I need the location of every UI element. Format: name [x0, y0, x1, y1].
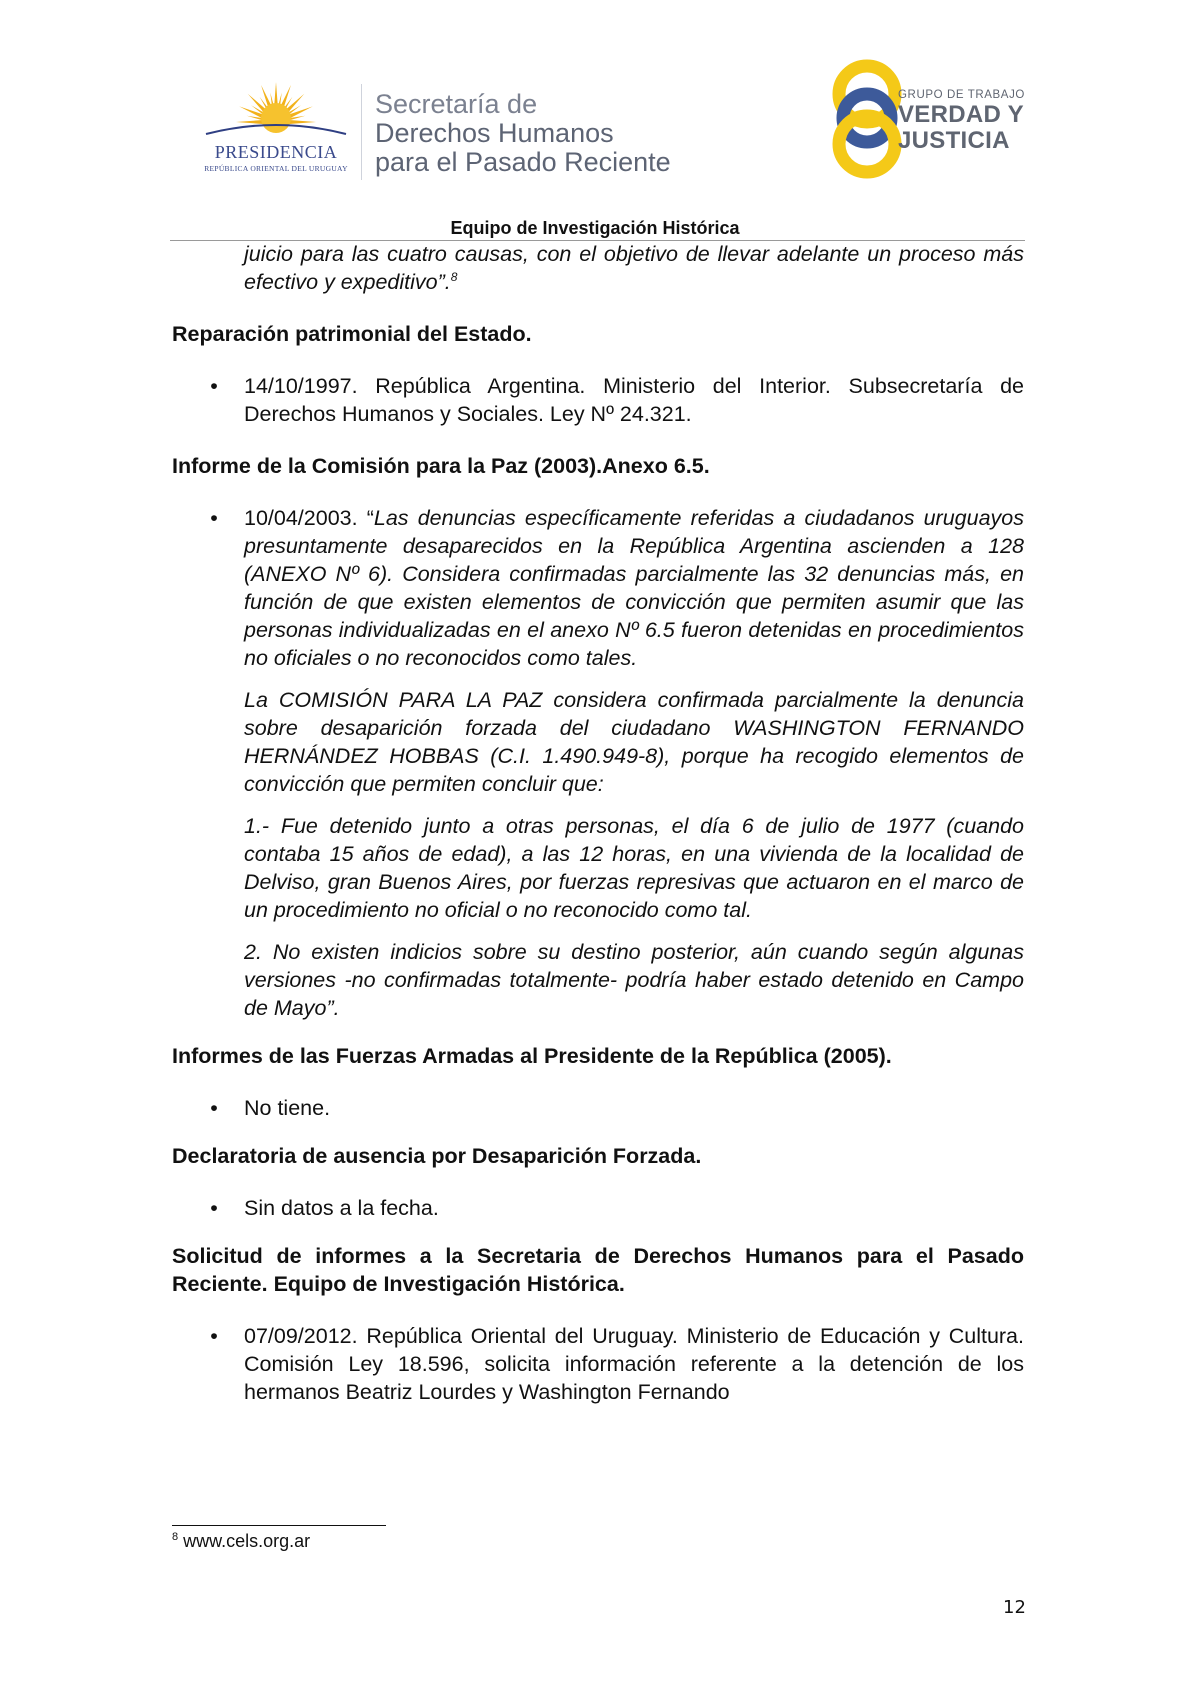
list-item: [210, 504, 1024, 672]
quote-paragraph: 1.- Fue detenido junto a otras personas, el día 6 de julio de 1977 (cuando contaba 15 años de edad), a las 12 horas, en una vivienda de la localidad de Delviso, gran Buenos Aires, por fuerzas represivas que actuaron en el marco de un procedimiento no oficial o no reconocido como tal.: [244, 814, 1024, 922]
list-item-text: No tiene.: [244, 1096, 331, 1120]
presidencia-logo: [196, 80, 356, 180]
intro-quote: [244, 240, 1024, 296]
secretaria-line-2: Derechos Humanos: [375, 118, 614, 148]
list-item-text: Sin datos a la fecha.: [244, 1196, 439, 1220]
list-item-quote: Las denuncias específicamente referidas a ciudadanos uruguayos presuntamente desaparecidos en la República Argentina ascienden a 128 (ANEXO Nº 6). Considera confirmadas parcialmente las 32 denuncias más, en función de que existen elementos de convicción que permiten asumir que las personas individualizadas en el anexo Nº 6.5 fueron detenidas en procedimientos no oficiales o no reconocidos como tales.: [244, 506, 1024, 670]
document-body: [172, 240, 1024, 1406]
bullet-icon: •: [210, 1196, 218, 1220]
secretaria-line-1: Secretaría de: [375, 89, 538, 119]
quote-paragraph: La COMISIÓN PARA LA PAZ considera confirmada parcialmente la denuncia sobre desaparición forzada del ciudadano WASHINGTON FERNANDO HERNÁNDEZ HOBBAS (C.I. 1.490.949-8), porque ha recogido elementos de convicción que permiten concluir que:: [244, 688, 1024, 796]
list-item-text: 14/10/1997. República Argentina. Ministerio del Interior. Subsecretaría de Derechos Humanos y Sociales. Ley Nº 24.321.: [244, 374, 1024, 426]
header-section-label: Equipo de Investigación Histórica: [450, 218, 740, 238]
footnote: [172, 1531, 310, 1552]
footnote-rule: [172, 1525, 386, 1526]
bullet-icon: •: [210, 374, 218, 398]
gtvj-small-label: GRUPO DE TRABAJO: [898, 89, 1025, 101]
page-number: 12: [1003, 1597, 1026, 1618]
quote-paragraph: 2. No existen indicios sobre su destino posterior, aún cuando según algunas versiones -no confirmadas totalmente- podría haber estado detenido en Campo de Mayo”.: [244, 940, 1024, 1020]
section-heading: Reparación patrimonial del Estado.: [172, 322, 532, 346]
sun-of-may-icon: [196, 80, 356, 144]
section-heading: Informe de la Comisión para la Paz (2003).Anexo 6.5.: [172, 454, 710, 478]
presidencia-title: PRESIDENCIA: [214, 142, 338, 162]
section-heading: Declaratoria de ausencia por Desaparición Forzada.: [172, 1144, 702, 1168]
gtvj-line-1: VERDAD Y: [898, 101, 1024, 128]
list-item-text: 07/09/2012. República Oriental del Uruguay. Ministerio de Educación y Cultura. Comisión Ley 18.596, solicita información referente a la detención de los hermanos Beatriz Lourdes y Washington Fernando: [244, 1324, 1024, 1404]
bullet-icon: •: [210, 506, 218, 530]
gtvj-line-2: JUSTICIA: [898, 127, 1010, 154]
bullet-icon: •: [210, 1096, 218, 1120]
intro-quote-text: juicio para las cuatro causas, con el objetivo de llevar adelante un proceso más efectivo y expeditivo”.: [244, 242, 1024, 294]
bullet-icon: •: [210, 1324, 218, 1348]
gtvj-logo-text: [898, 88, 1025, 154]
footnote-number: 8: [172, 1531, 179, 1543]
list-item: [210, 1194, 1024, 1222]
secretaria-title: [375, 90, 671, 177]
footnote-text: www.cels.org.ar: [178, 1531, 311, 1551]
list-item-date: 10/04/2003. “: [244, 506, 374, 530]
presidencia-subtitle: REPÚBLICA ORIENTAL DEL URUGUAY: [204, 164, 348, 173]
header-divider: [361, 84, 362, 180]
secretaria-line-3: para el Pasado Reciente: [375, 147, 671, 177]
list-item: [210, 1322, 1024, 1406]
footnote-ref: 8: [450, 269, 458, 284]
list-item: [210, 1094, 1024, 1122]
section-heading: Solicitud de informes a la Secretaria de Derechos Humanos para el Pasado Reciente. Equipo de Investigación Histórica.: [172, 1244, 1024, 1296]
section-heading: Informes de las Fuerzas Armadas al Presidente de la República (2005).: [172, 1044, 892, 1068]
list-item: [210, 372, 1024, 428]
